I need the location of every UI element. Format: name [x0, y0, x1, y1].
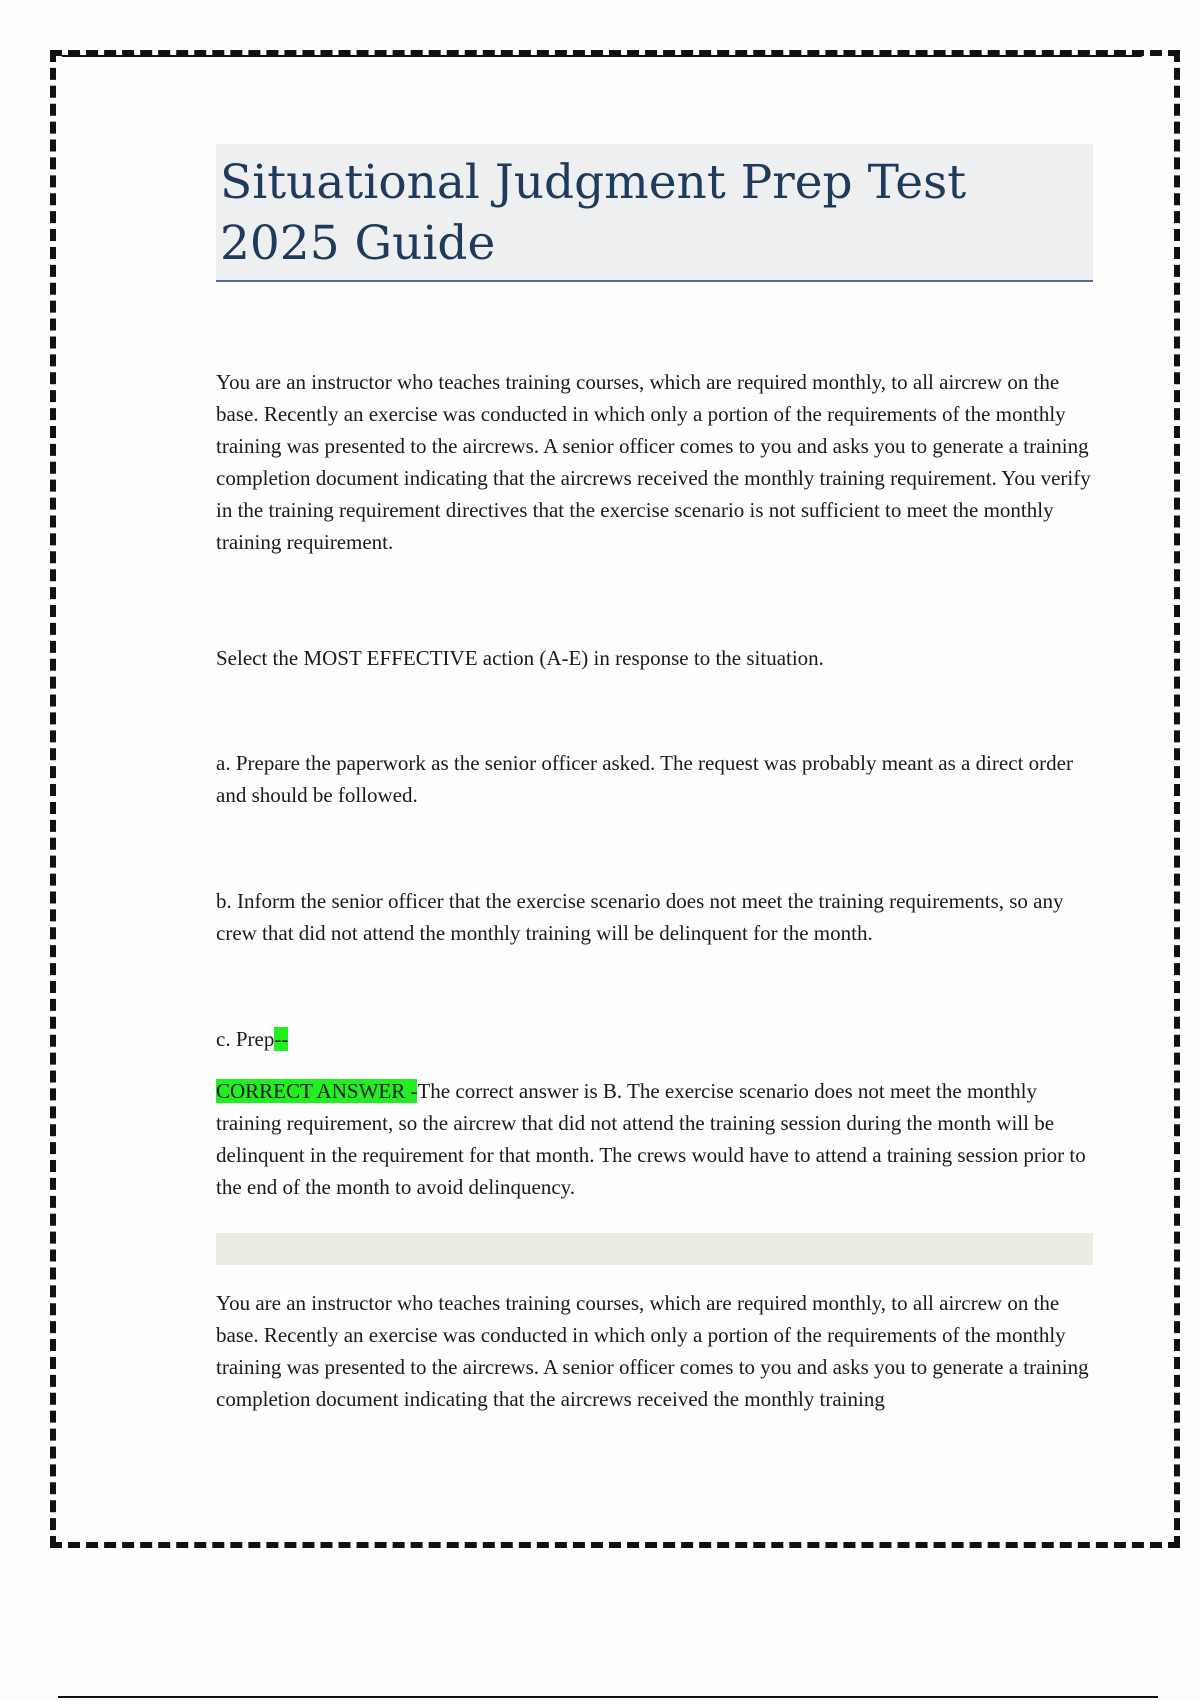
section-separator — [216, 1233, 1093, 1265]
answer-explanation: The correct answer is B. The exercise scenario does not meet the monthly training requirement, so the aircrew that did not attend the training session during the month will be delinquent in the requirement for that month. The crews would have to attend a training session prior to the end of the month to avoid delinquency. — [216, 1079, 1086, 1199]
scenario-paragraph-repeat: You are an instructor who teaches training courses, which are required monthly, to all aircrew on the base. Recently an exercise was conducted in which only a portion of the requirements of the monthly training was presented to the aircrews. A senior officer comes to you and asks you to generate a training completion document indicating that the aircrews received the monthly training — [216, 1291, 1089, 1411]
option-a: a. Prepare the paperwork as the senior officer asked. The request was probably meant as a direct order and should be followed. — [216, 751, 1073, 807]
option-c-text: c. Prep — [216, 1027, 275, 1051]
correct-answer-label: CORRECT ANSWER - — [216, 1079, 418, 1103]
top-rule — [62, 55, 1142, 57]
title-block — [216, 144, 1093, 282]
option-b: b. Inform the senior officer that the exercise scenario does not meet the training requirements, so any crew that did not attend the monthly training will be delinquent for the month. — [216, 889, 1064, 945]
option-c — [216, 1023, 1093, 1055]
question-instruction: Select the MOST EFFECTIVE action (A-E) in response to the situation. — [216, 646, 824, 670]
document-body — [216, 144, 1093, 1415]
option-c-highlight-marker: -- — [274, 1027, 289, 1051]
bottom-rule — [58, 1696, 1158, 1698]
answer-paragraph — [216, 1075, 1093, 1203]
page-title: Situational Judgment Prep Test 2025 Guide — [220, 155, 967, 271]
scenario-paragraph: You are an instructor who teaches training courses, which are required monthly, to all aircrew on the base. Recently an exercise was conducted in which only a portion of the requirements of the monthly training was presented to the aircrews. A senior officer comes to you and asks you to generate a training completion document indicating that the aircrews received the monthly training requirement. You verify in the training requirement directives that the exercise scenario is not sufficient to meet the monthly training requirement. — [216, 370, 1091, 554]
